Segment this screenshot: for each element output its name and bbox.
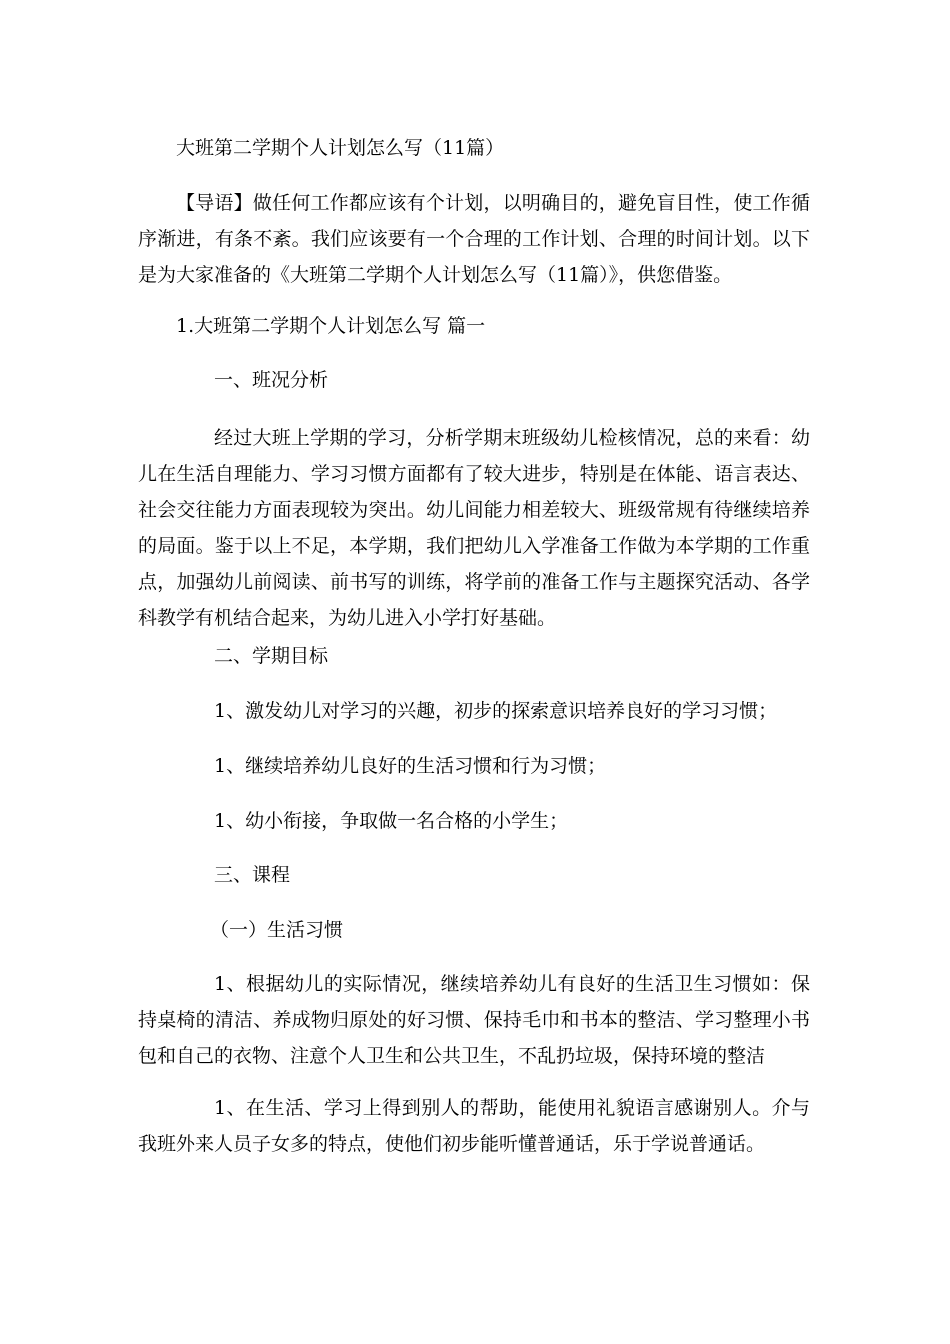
section-heading: 1.大班第二学期个人计划怎么写 篇一	[176, 315, 486, 337]
habit-paragraph: 1、根据幼儿的实际情况，继续培养幼儿有良好的生活卫生习惯如：保持桌椅的清洁、养成物归原处的好习惯、保持毛巾和书本的整洁、学习整理小书包和自己的衣物、注意个人卫生和公共卫生，不乱扔垃圾，保持环境的整洁	[138, 973, 810, 1067]
goal-item: 1、激发幼儿对学习的兴趣，初步的探索意识培养良好的学习习惯；	[214, 700, 778, 722]
goal-item: 1、幼小衔接，争取做一名合格的小学生；	[214, 810, 569, 832]
part-1-heading: 一、班况分析	[214, 369, 329, 391]
document-title: 大班第二学期个人计划怎么写（11篇）	[176, 137, 505, 159]
goal-item: 1、继续培养幼儿良好的生活习惯和行为习惯；	[214, 755, 607, 777]
class-analysis-paragraph: 经过大班上学期的学习，分析学期末班级幼儿检核情况，总的来看：幼儿在生活自理能力、学习习惯方面都有了较大进步，特别是在体能、语言表达、社会交往能力方面表现较为突出。幼儿间能力相差较大、班级常规有待继续培养的局面。鉴于以上不足，本学期，我们把幼儿入学准备工作做为本学期的工作重点，加强幼儿前阅读、前书写的训练，将学前的准备工作与主题探究活动、各学科教学有机结合起来，为幼儿进入小学打好基础。	[138, 427, 810, 629]
part-2-heading: 二、学期目标	[214, 645, 329, 667]
intro-paragraph: 【导语】做任何工作都应该有个计划，以明确目的，避免盲目性，使工作循序渐进，有条不紊。我们应该要有一个合理的工作计划、合理的时间计划。以下是为大家准备的《大班第二学期个人计划怎么写（11篇）》，供您借鉴。	[138, 192, 810, 286]
part-3-heading: 三、课程	[214, 864, 291, 886]
habit-paragraph: 1、在生活、学习上得到别人的帮助，能使用礼貌语言感谢别人。介与我班外来人员子女多的特点，使他们初步能听懂普通话，乐于学说普通话。	[138, 1097, 810, 1155]
subsection-heading: （一）生活习惯	[210, 919, 344, 941]
